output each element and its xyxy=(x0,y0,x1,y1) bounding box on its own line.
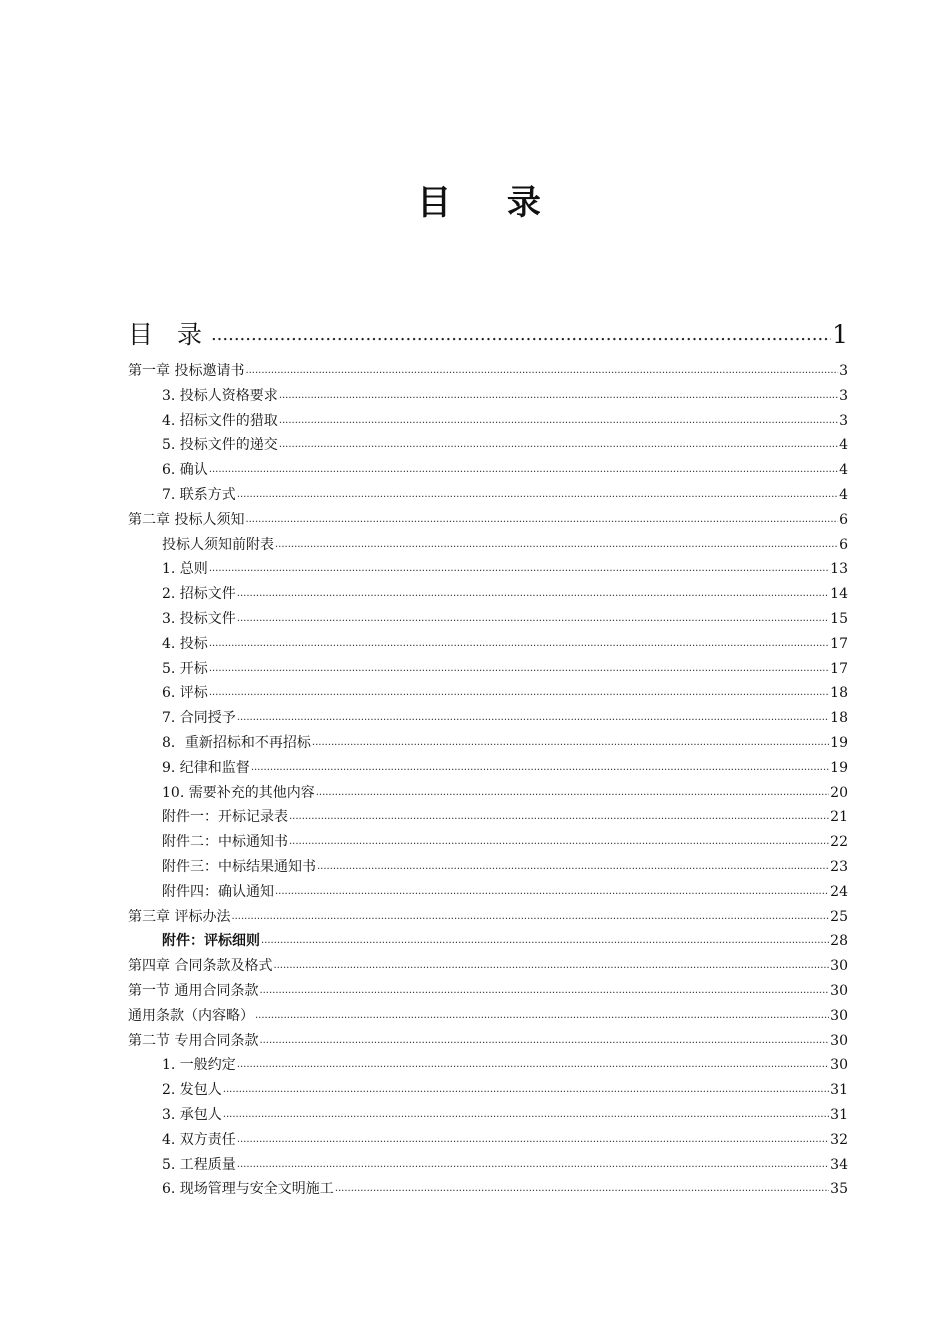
toc-dot-leader xyxy=(209,663,829,675)
toc-page-number: 30 xyxy=(830,1032,848,1049)
toc-dot-leader xyxy=(259,985,829,997)
toc-entry[interactable] xyxy=(128,558,848,578)
toc-entry-title: 3. 投标文件 xyxy=(162,611,236,627)
toc-dot-leader xyxy=(255,1010,829,1022)
toc-dot-leader xyxy=(237,712,829,724)
toc-entry[interactable] xyxy=(128,806,848,826)
toc-entry-title: 第一节 通用合同条款 xyxy=(128,983,259,999)
toc-dot-leader xyxy=(289,811,829,823)
toc-page-number: 3 xyxy=(839,387,848,404)
toc-entry[interactable] xyxy=(128,583,848,603)
toc-entry-title: 第三章 评标办法 xyxy=(128,908,231,925)
toc-entry[interactable] xyxy=(128,955,848,975)
toc-page-number: 18 xyxy=(830,685,848,702)
toc-entry[interactable] xyxy=(128,1104,848,1124)
toc-dot-leader xyxy=(209,687,829,699)
toc-entry[interactable] xyxy=(128,1154,848,1174)
toc-entry[interactable] xyxy=(128,1079,848,1099)
toc-entry[interactable] xyxy=(128,509,848,529)
toc-entry-title: 4. 招标文件的猎取 xyxy=(162,412,278,429)
toc-page-number: 24 xyxy=(830,883,848,900)
toc-page-number: 6 xyxy=(839,511,848,528)
toc-entry-title: 9. 纪律和监督 xyxy=(162,759,250,776)
toc-dot-leader xyxy=(237,613,829,625)
toc-page-number: 30 xyxy=(830,983,848,999)
toc-entry[interactable] xyxy=(128,831,848,851)
toc-entry[interactable] xyxy=(128,732,848,752)
toc-page-number: 31 xyxy=(830,1082,848,1099)
toc-page-number: 1 xyxy=(832,320,848,349)
toc-page-number: 25 xyxy=(830,908,848,925)
toc-entry-title: 5. 投标文件的递交 xyxy=(162,437,278,454)
toc-entry-title: 附件一：开标记录表 xyxy=(162,809,288,826)
toc-entry-title: 6. 现场管理与安全文明施工 xyxy=(162,1181,334,1198)
toc-entry-title: 投标人须知前附表 xyxy=(162,536,274,553)
toc-dot-leader xyxy=(251,762,829,774)
toc-page-number: 34 xyxy=(830,1156,848,1173)
toc-entry[interactable] xyxy=(128,980,848,1000)
toc-entry[interactable] xyxy=(128,906,848,926)
toc-entry-title: 10. 需要补充的其他内容 xyxy=(162,784,315,801)
toc-entry-title: 通用条款（内容略） xyxy=(128,1007,254,1024)
toc-page-number: 31 xyxy=(830,1107,848,1123)
toc-dot-leader xyxy=(209,638,829,650)
toc-entry[interactable] xyxy=(128,410,848,430)
toc-page-number: 17 xyxy=(830,660,848,677)
toc-page-number: 32 xyxy=(830,1131,848,1148)
toc-dot-leader xyxy=(245,514,838,526)
toc-entry[interactable] xyxy=(128,385,848,405)
toc-entry[interactable] xyxy=(128,930,848,950)
toc-entry-title: 1. 一般约定 xyxy=(162,1057,236,1074)
toc-entry-title: 附件四：确认通知 xyxy=(162,883,274,900)
toc-entry[interactable] xyxy=(128,707,848,727)
toc-page-number: 17 xyxy=(830,635,848,652)
toc-dot-leader xyxy=(237,588,829,600)
toc-entry[interactable] xyxy=(128,1129,848,1149)
toc-entry[interactable] xyxy=(128,484,848,504)
toc-page-number: 18 xyxy=(830,710,848,727)
toc-dot-leader xyxy=(259,1035,829,1047)
toc-page-number: 20 xyxy=(830,784,848,801)
toc-page-number: 3 xyxy=(839,363,848,379)
toc-entry-title: 2. 招标文件 xyxy=(162,586,236,603)
toc-page-number: 14 xyxy=(830,586,848,603)
toc-dot-leader xyxy=(237,1059,829,1071)
toc-page-number: 28 xyxy=(830,933,848,950)
toc-entry-title: 附件三：中标结果通知书 xyxy=(162,859,316,875)
toc-entry-title: 3. 投标人资格要求 xyxy=(162,387,278,404)
toc-entry-title: 4. 投标 xyxy=(162,635,208,652)
toc-entry-title: 8．重新招标和不再招标 xyxy=(162,735,311,751)
toc-dot-leader xyxy=(279,415,838,427)
toc-dot-leader xyxy=(312,737,829,749)
toc-dot-leader xyxy=(273,960,829,972)
toc-entry-title: 6. 评标 xyxy=(162,685,208,702)
toc-page-number: 30 xyxy=(830,1007,848,1024)
toc-entry[interactable] xyxy=(128,608,848,628)
toc-entry-title: 7. 合同授予 xyxy=(162,710,236,727)
toc-entry-title: 6. 确认 xyxy=(162,462,208,479)
toc-entry-main[interactable] xyxy=(128,316,848,350)
toc-page-number: 21 xyxy=(830,809,848,826)
toc-entry-title: 7. 联系方式 xyxy=(162,487,236,503)
toc-entry-title: 第四章 合同条款及格式 xyxy=(128,958,273,975)
toc-dot-leader xyxy=(245,365,838,377)
toc-entry-title: 附件二：中标通知书 xyxy=(162,834,288,851)
toc-dot-leader xyxy=(209,563,829,575)
toc-page-number: 3 xyxy=(839,412,848,429)
toc-dot-leader xyxy=(279,439,838,451)
toc-dot-leader xyxy=(275,539,838,551)
toc-dot-leader xyxy=(223,1084,829,1096)
toc-entry[interactable] xyxy=(128,1005,848,1025)
toc-entry[interactable] xyxy=(128,434,848,454)
toc-entry[interactable] xyxy=(128,633,848,653)
toc-page-number: 4 xyxy=(839,462,848,479)
toc-entry[interactable] xyxy=(128,1054,848,1074)
toc-page-number: 4 xyxy=(839,487,848,503)
toc-page-number: 22 xyxy=(830,834,848,851)
document-title: 目 录 xyxy=(417,183,563,223)
toc-dot-leader xyxy=(237,489,838,501)
toc-entry-title: 3. 承包人 xyxy=(162,1107,222,1123)
toc-entry-title: 4. 双方责任 xyxy=(162,1131,236,1148)
toc-page-number: 19 xyxy=(830,759,848,776)
toc-page-number: 4 xyxy=(839,437,848,454)
toc-dot-leader xyxy=(223,1109,829,1121)
toc-page-number: 6 xyxy=(839,536,848,553)
toc-dot-leader xyxy=(261,935,829,947)
toc-entry-title: 目 录 xyxy=(128,320,210,349)
toc-entry[interactable] xyxy=(128,782,848,802)
toc-entry-title: 第二节 专用合同条款 xyxy=(128,1032,259,1049)
toc-entry[interactable] xyxy=(128,534,848,554)
toc-entry[interactable] xyxy=(128,682,848,702)
toc-entry[interactable] xyxy=(128,360,848,380)
toc-page-number: 30 xyxy=(830,958,848,975)
toc-entry[interactable] xyxy=(128,658,848,678)
toc-page-number: 30 xyxy=(830,1057,848,1074)
toc-dot-leader xyxy=(279,390,838,402)
toc-entry[interactable] xyxy=(128,1178,848,1198)
toc-dot-leader xyxy=(211,324,831,346)
toc-entry-title: 附件：评标细则 xyxy=(162,933,260,950)
toc-page-number: 19 xyxy=(830,735,848,751)
toc-dot-leader xyxy=(317,861,829,873)
toc-page-number: 23 xyxy=(830,859,848,875)
toc-page-number: 15 xyxy=(830,611,848,627)
toc-dot-leader xyxy=(237,1159,829,1171)
toc-entry-title: 1. 总则 xyxy=(162,561,208,578)
toc-entry-title: 第一章 投标邀请书 xyxy=(128,363,245,379)
toc-dot-leader xyxy=(289,836,829,848)
toc-dot-leader xyxy=(237,1134,829,1146)
toc-page-number: 13 xyxy=(830,561,848,578)
toc-dot-leader xyxy=(275,886,829,898)
toc-dot-leader xyxy=(231,911,829,923)
toc-dot-leader xyxy=(316,787,829,799)
toc-entry-title: 5. 工程质量 xyxy=(162,1156,236,1173)
toc-entry-title: 5. 开标 xyxy=(162,660,208,677)
toc-entry-title: 第二章 投标人须知 xyxy=(128,511,245,528)
toc-entry[interactable] xyxy=(128,459,848,479)
toc-entry[interactable] xyxy=(128,856,848,876)
toc-entry[interactable] xyxy=(128,1030,848,1050)
toc-entry[interactable] xyxy=(128,881,848,901)
toc-dot-leader xyxy=(209,464,838,476)
toc-dot-leader xyxy=(335,1183,829,1195)
toc-entry-title: 2. 发包人 xyxy=(162,1082,222,1099)
toc-page-number: 35 xyxy=(830,1181,848,1198)
toc-entry[interactable] xyxy=(128,757,848,777)
